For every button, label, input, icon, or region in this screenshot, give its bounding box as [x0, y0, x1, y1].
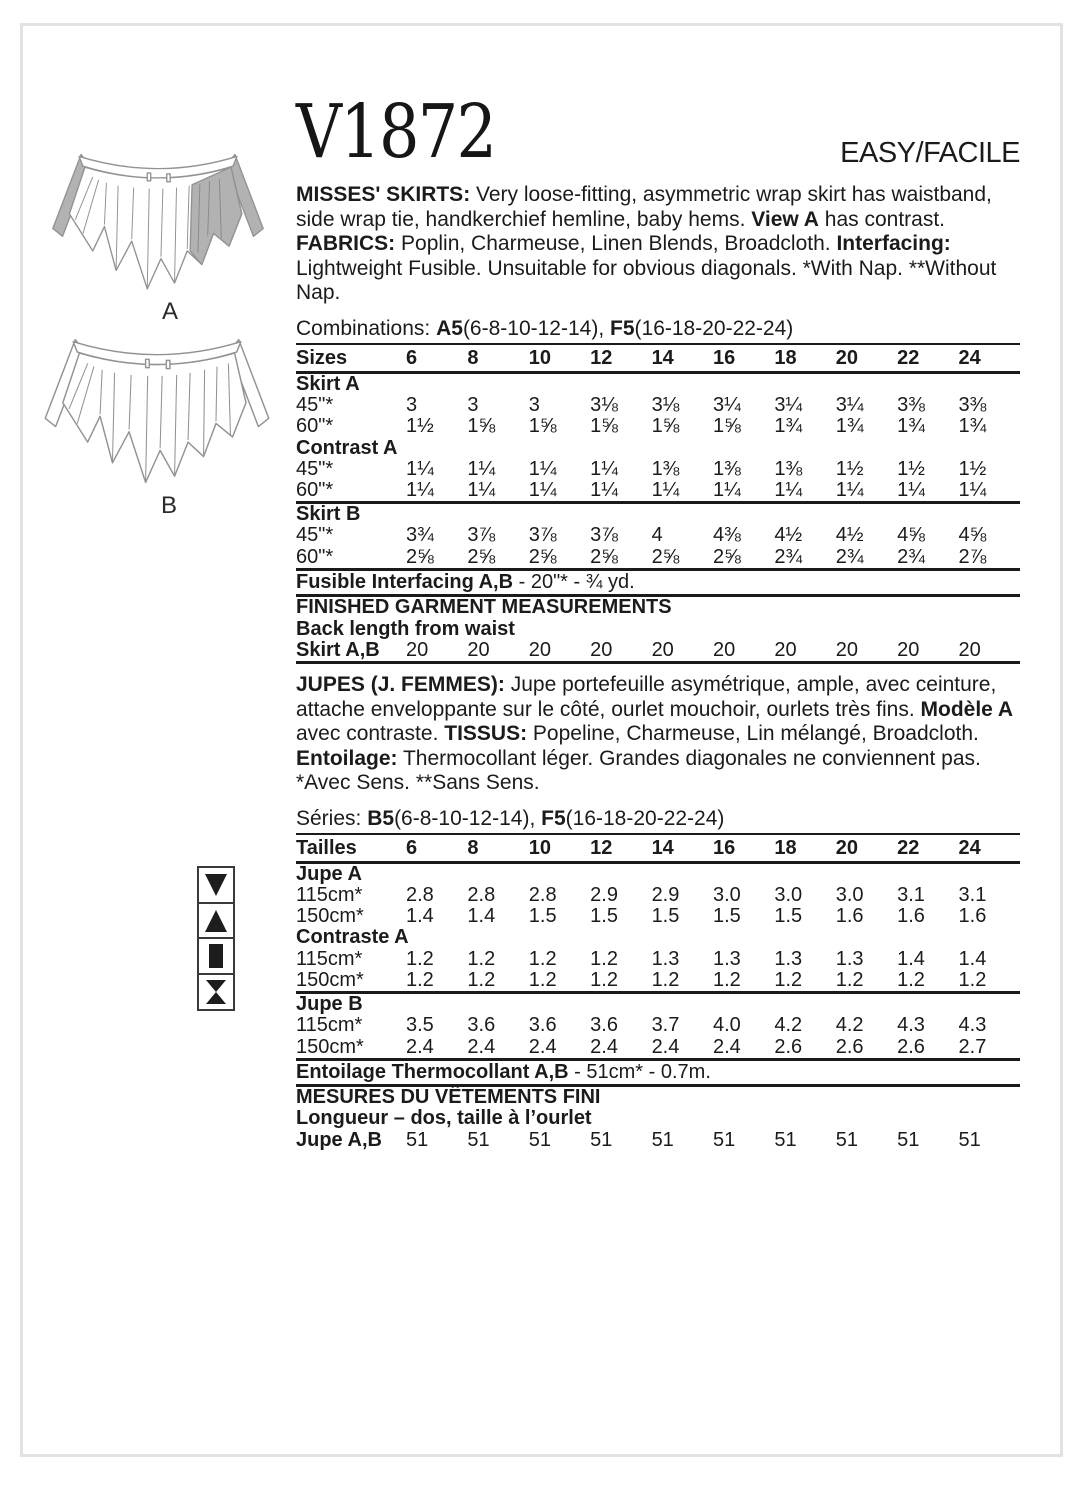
combinations-line — [296, 317, 1020, 340]
table-cell: 2.6 — [897, 1037, 958, 1060]
note-label: Entoilage Thermocollant A,B — [296, 1060, 569, 1083]
table-cell: 20 — [897, 640, 958, 663]
table-cell: 1.5 — [590, 905, 618, 928]
table-cell: 4⅝ — [958, 524, 987, 547]
hourglass-icon — [197, 973, 235, 1011]
table-row — [296, 885, 1020, 906]
table-cell: 1.2 — [406, 970, 467, 993]
table-cell: 20 — [836, 834, 897, 863]
table-cell: 60"* — [296, 415, 334, 438]
series-b5: B5 — [367, 806, 395, 830]
table-cell: 8 — [467, 834, 528, 863]
table-cell: 1.2 — [774, 970, 835, 993]
table-cell: Tailles — [296, 834, 406, 863]
buttonhole — [167, 174, 170, 182]
table-row — [296, 970, 1020, 993]
table-cell: 20 — [529, 640, 590, 663]
table-cell: 51 — [528, 1128, 552, 1151]
table-cell: Contraste A — [296, 926, 409, 949]
table-cell: 45"* — [296, 394, 334, 417]
table-cell: 20 — [836, 640, 897, 663]
table-cell: 3.6 — [467, 1014, 496, 1037]
yardage-table-imperial — [296, 343, 1020, 664]
table-row — [296, 1059, 1020, 1086]
desc-en-interfacing: Interfacing: — [836, 232, 951, 256]
table-cell: 2.6 — [774, 1037, 835, 1060]
table-cell: 51 — [897, 1128, 920, 1151]
solid-rectangle-icon — [197, 937, 235, 975]
table-cell: 10 — [529, 834, 590, 863]
table-cell: Contrast A — [296, 436, 398, 459]
table-cell: 1⅜ — [774, 457, 803, 480]
table-row — [296, 480, 1020, 503]
view-b-label: B — [160, 491, 177, 519]
table-cell: 3 — [467, 394, 479, 417]
series-line — [296, 807, 1020, 830]
table-cell: 1.2 — [836, 970, 897, 993]
yardage-table-metric — [296, 833, 1020, 1151]
table-cell: 3¼ — [712, 394, 741, 417]
difficulty-label: EASY/FACILE — [840, 137, 1020, 169]
cutting-layout-symbols — [197, 866, 235, 1011]
table-cell: 115cm* — [296, 884, 363, 907]
table-cell: 2⅝ — [652, 547, 713, 570]
table-cell: 16 — [713, 834, 774, 863]
nap-up-triangle-icon — [197, 902, 235, 940]
table-cell: Sizes — [296, 344, 406, 373]
table-cell: 1¼ — [590, 457, 618, 480]
skirt-b-drawing — [38, 320, 276, 496]
table-cell: 1¼ — [406, 457, 434, 480]
table-cell: 2⅝ — [713, 547, 774, 570]
table-cell: 51 — [835, 1128, 858, 1151]
desc-en-view-a: View A — [751, 207, 819, 231]
table-cell: 1.2 — [467, 947, 496, 970]
desc-fr-text: Jupe portefeuille asymétrique, ample, avec ceinture, attache enveloppante sur le côté, ourlet mouchoir, ourlets très fins. — [296, 672, 997, 721]
table-cell: 1.4 — [467, 905, 496, 928]
table-cell: 2.6 — [836, 1037, 897, 1060]
table-cell: 1.2 — [590, 947, 618, 970]
table-cell: 3⅜ — [897, 394, 925, 417]
table-cell: 4⅝ — [897, 524, 925, 547]
desc-fr-text: Popeline, Charmeuse, Lin mélangé, Broadcloth. — [527, 722, 979, 746]
table-cell: 1⅝ — [651, 415, 680, 438]
table-cell: FINISHED GARMENT MEASUREMENTS — [296, 596, 672, 619]
table-cell: 24 — [959, 834, 1020, 863]
table-cell: 3⅞ — [528, 524, 557, 547]
table-cell: 1¼ — [897, 480, 958, 503]
table-cell: Skirt B — [296, 503, 361, 526]
series-f5: F5 — [541, 806, 566, 830]
table-cell: 51 — [651, 1128, 674, 1151]
note-label: Fusible Interfacing A,B — [296, 570, 514, 593]
table-cell: 20 — [590, 640, 651, 663]
table-row — [296, 640, 1020, 663]
table-cell: 2.8 — [467, 884, 496, 907]
table-cell: 4 — [651, 524, 663, 547]
table-cell: Back length from waist — [296, 617, 515, 640]
table-cell: Skirt A — [296, 372, 360, 395]
table-cell: 20 — [774, 640, 835, 663]
table-row — [296, 438, 1020, 459]
table-cell: MESURES DU VÊTEMENTS FINI — [296, 1086, 601, 1109]
table-cell: 1¼ — [959, 480, 1020, 503]
table-cell: Skirt A,B — [296, 640, 406, 663]
table-row — [296, 949, 1020, 970]
table-cell: 2¾ — [774, 547, 835, 570]
table-cell: 1½ — [406, 415, 434, 438]
table-cell: 4.2 — [774, 1014, 803, 1037]
view-a-label: A — [161, 297, 178, 325]
table-cell: 3⅛ — [590, 394, 618, 417]
table-row — [296, 395, 1020, 416]
table-cell: 3.7 — [651, 1014, 680, 1037]
table-cell: 1.3 — [835, 947, 864, 970]
table-cell: 150cm* — [296, 1037, 406, 1060]
table-cell: 6 — [406, 834, 467, 863]
table-cell: 1.4 — [897, 947, 925, 970]
table-row — [296, 906, 1020, 927]
table-cell: 51 — [406, 1128, 429, 1151]
table-cell: 1.2 — [897, 970, 958, 993]
desc-en-text: Poplin, Charmeuse, Linen Blends, Broadcloth. — [395, 232, 837, 256]
table-cell: 20 — [652, 640, 713, 663]
table-cell: 2.4 — [529, 1037, 590, 1060]
table-cell: 2.9 — [651, 884, 680, 907]
combinations-text: (6-8-10-12-14), — [462, 316, 610, 340]
series-text: (16-18-20-22-24) — [565, 806, 725, 830]
desc-en-fabrics: FABRICS: — [296, 232, 396, 256]
table-cell: 2.8 — [406, 884, 434, 907]
pattern-number: V1872 — [296, 89, 496, 175]
table-cell: 3¼ — [835, 394, 864, 417]
table-cell: 2.4 — [406, 1037, 467, 1060]
table-cell: 51 — [958, 1128, 981, 1151]
skirt-a-drawing — [46, 136, 270, 302]
desc-fr-tissus: TISSUS: — [444, 722, 528, 746]
table-cell: 3.1 — [958, 884, 987, 907]
table-cell: 2⅝ — [467, 547, 528, 570]
series-text: (6-8-10-12-14), — [394, 806, 542, 830]
table-cell: 4⅜ — [712, 524, 741, 547]
table-cell: 1½ — [958, 457, 987, 480]
table-cell: 20 — [836, 344, 897, 373]
table-cell: 1.3 — [774, 947, 803, 970]
table-cell: 6 — [406, 344, 467, 373]
table-cell: 1¼ — [713, 480, 774, 503]
table-cell: 1.5 — [712, 905, 741, 928]
combinations-text: (16-18-20-22-24) — [634, 316, 794, 340]
desc-en-text: Very loose-fitting, asymmetric wrap skirt has waistband, side wrap tie, handkerchief hemline, baby hems. — [296, 183, 992, 231]
table-cell: 1¼ — [836, 480, 897, 503]
skirt-body — [63, 353, 246, 482]
table-cell: 12 — [590, 344, 651, 373]
table-cell: Jupe B — [296, 993, 363, 1016]
table-row — [296, 862, 1020, 885]
table-cell: 51 — [774, 1128, 797, 1151]
table-cell: 4½ — [835, 524, 864, 547]
desc-en-text: Lightweight Fusible. Unsuitable for obvious diagonals. *With Nap. **Without Nap. — [296, 256, 997, 305]
table-cell: 51 — [590, 1128, 613, 1151]
table-cell: 3.6 — [590, 1014, 618, 1037]
table-row — [296, 1130, 1020, 1151]
series-text: Séries: — [296, 806, 368, 830]
table-cell: 1⅝ — [467, 415, 496, 438]
table-cell: 20 — [959, 640, 1020, 663]
table-cell: 2.8 — [528, 884, 557, 907]
table-cell: 1¾ — [835, 415, 864, 438]
buttonhole — [166, 360, 170, 368]
table-row — [296, 1015, 1020, 1036]
table-cell: 51 — [467, 1128, 490, 1151]
nap-down-triangle-icon — [197, 866, 235, 904]
table-cell: 1.2 — [467, 970, 528, 993]
table-cell: 1¾ — [774, 415, 803, 438]
skirt-view-b-illustration — [38, 320, 276, 520]
table-cell: 3⅜ — [958, 394, 987, 417]
table-cell: 45"* — [296, 457, 334, 480]
table-cell: 2¾ — [836, 547, 897, 570]
table-cell: 18 — [774, 834, 835, 863]
table-cell: 20 — [713, 640, 774, 663]
table-row — [296, 569, 1020, 596]
table-cell: 1.2 — [529, 970, 590, 993]
table-cell: 2.7 — [959, 1037, 1020, 1060]
table-cell: 1.4 — [958, 947, 987, 970]
table-cell: 1.6 — [897, 905, 925, 928]
table-cell: 3⅞ — [590, 524, 618, 547]
table-cell: 2⅝ — [406, 547, 467, 570]
table-row — [296, 503, 1020, 526]
table-cell: 1.2 — [528, 947, 557, 970]
table-cell: 1.2 — [406, 947, 434, 970]
table-row — [296, 993, 1020, 1016]
table-cell: 2⅞ — [959, 547, 1020, 570]
table-cell: 1½ — [897, 457, 925, 480]
table-cell: 1.2 — [713, 970, 774, 993]
table-cell: 1¼ — [590, 480, 651, 503]
table-cell: 45"* — [296, 524, 334, 547]
table-cell: 1¼ — [774, 480, 835, 503]
table-cell: 14 — [652, 344, 713, 373]
table-cell: 1.5 — [528, 905, 557, 928]
desc-fr-text: Thermocollant léger. Grandes diagonales ne conviennent pas. *Avec Sens. **Sans Sens. — [296, 746, 981, 795]
table-cell: 115cm* — [296, 947, 363, 970]
table-cell: 1⅜ — [712, 457, 741, 480]
table-cell: 1¾ — [897, 415, 925, 438]
table-cell: 4.3 — [897, 1014, 925, 1037]
table-cell: 4.2 — [835, 1014, 864, 1037]
table-row — [296, 1037, 1020, 1060]
table-cell: 3.5 — [406, 1014, 434, 1037]
table-cell: 1¼ — [528, 457, 557, 480]
table-cell: 4.0 — [712, 1014, 741, 1037]
desc-fr-text: avec contraste. — [296, 722, 445, 746]
main-content — [296, 89, 1020, 1151]
table-header-row — [296, 834, 1020, 863]
table-cell: 1.5 — [774, 905, 803, 928]
table-cell: 1¼ — [467, 480, 528, 503]
table-cell: 115cm* — [296, 1014, 363, 1037]
table-cell: 22 — [897, 834, 958, 863]
table-cell: 1.4 — [406, 905, 434, 928]
table-row — [296, 416, 1020, 437]
table-cell: 3 — [406, 394, 418, 417]
table-cell: 16 — [713, 344, 774, 373]
table-cell: 60"* — [296, 547, 406, 570]
table-cell: 1.5 — [651, 905, 680, 928]
table-cell: 1¼ — [652, 480, 713, 503]
desc-fr-modele-a: Modèle A — [920, 697, 1014, 721]
table-cell: 14 — [652, 834, 713, 863]
table-cell: 8 — [467, 344, 528, 373]
table-row — [296, 372, 1020, 395]
table-row — [296, 1086, 1020, 1109]
table-cell: 3.0 — [835, 884, 864, 907]
desc-fr-heading: JUPES (J. FEMMES): — [296, 672, 505, 696]
table-cell: 60"* — [296, 480, 406, 503]
table-row — [296, 619, 1020, 640]
table-row — [296, 525, 1020, 546]
table-cell: 51 — [712, 1128, 736, 1151]
desc-en-text: has contrast. — [818, 207, 946, 231]
table-cell: 3 — [528, 394, 540, 417]
table-cell: 2.4 — [467, 1037, 528, 1060]
desc-fr-entoilage: Entoilage: — [296, 746, 398, 770]
table-row — [296, 547, 1020, 570]
table-cell: 1¾ — [958, 415, 987, 438]
table-cell: 1⅝ — [528, 415, 557, 438]
table-cell: 1⅝ — [712, 415, 741, 438]
table-row — [296, 596, 1020, 619]
table-cell: 1.3 — [712, 947, 741, 970]
table-cell: 1⅜ — [651, 457, 680, 480]
table-cell: 12 — [590, 834, 651, 863]
table-row — [296, 927, 1020, 948]
skirt-view-a-illustration — [46, 136, 270, 326]
table-cell: 10 — [529, 344, 590, 373]
table-cell: Fusible Interfacing A,B - 20"* - ¾ yd. — [296, 569, 1020, 596]
table-cell: 3.1 — [897, 884, 925, 907]
table-cell: 150cm* — [296, 905, 364, 928]
table-cell: 4½ — [774, 524, 803, 547]
buttonhole — [147, 173, 150, 181]
buttonhole — [146, 359, 150, 367]
table-row — [296, 1108, 1020, 1129]
table-cell: 3¼ — [774, 394, 803, 417]
table-row — [296, 459, 1020, 480]
combination-f5: F5 — [610, 316, 635, 340]
table-cell: 24 — [959, 344, 1020, 373]
table-cell: 3.0 — [712, 884, 741, 907]
table-cell: 2.4 — [652, 1037, 713, 1060]
desc-en-heading: MISSES' SKIRTS: — [296, 183, 471, 206]
table-cell: 1.6 — [958, 905, 987, 928]
table-cell: 2.9 — [590, 884, 618, 907]
table-cell: 2¾ — [897, 547, 958, 570]
combination-a5: A5 — [436, 316, 463, 340]
table-cell: 1½ — [835, 457, 864, 480]
table-cell: 2.4 — [713, 1037, 774, 1060]
table-cell: Jupe A — [296, 862, 362, 885]
table-cell: 18 — [774, 344, 835, 373]
table-cell: Longueur – dos, taille à l’ourlet — [296, 1107, 592, 1130]
table-cell: 3⅞ — [467, 524, 496, 547]
table-cell: 150cm* — [296, 970, 406, 993]
table-cell: 3.6 — [528, 1014, 557, 1037]
table-header-row — [296, 344, 1020, 373]
table-cell: 1.2 — [652, 970, 713, 993]
table-cell: 1.6 — [835, 905, 864, 928]
table-cell: 20 — [467, 640, 528, 663]
table-cell: 1⅝ — [590, 415, 618, 438]
description-french — [296, 673, 1020, 796]
table-cell: 1.3 — [651, 947, 680, 970]
table-cell: Entoilage Thermocollant A,B - 51cm* - 0.7m. — [296, 1059, 1020, 1086]
table-cell: 22 — [897, 344, 958, 373]
table-cell: 2⅝ — [590, 547, 651, 570]
table-cell: 20 — [406, 640, 467, 663]
table-cell: Jupe A,B — [296, 1128, 382, 1151]
table-cell: 1¼ — [529, 480, 590, 503]
table-cell: 1.2 — [959, 970, 1020, 993]
table-cell: 1.2 — [590, 970, 651, 993]
table-cell: 3¾ — [406, 524, 434, 547]
table-cell: 2.4 — [590, 1037, 651, 1060]
table-cell: 4.3 — [958, 1014, 987, 1037]
combinations-text: Combinations: — [296, 316, 437, 340]
table-cell: 3⅛ — [651, 394, 680, 417]
table-cell: 3.0 — [774, 884, 803, 907]
table-cell: 1¼ — [467, 457, 496, 480]
description-english — [296, 183, 1020, 306]
table-cell: 1¼ — [406, 480, 467, 503]
table-cell: 2⅝ — [529, 547, 590, 570]
